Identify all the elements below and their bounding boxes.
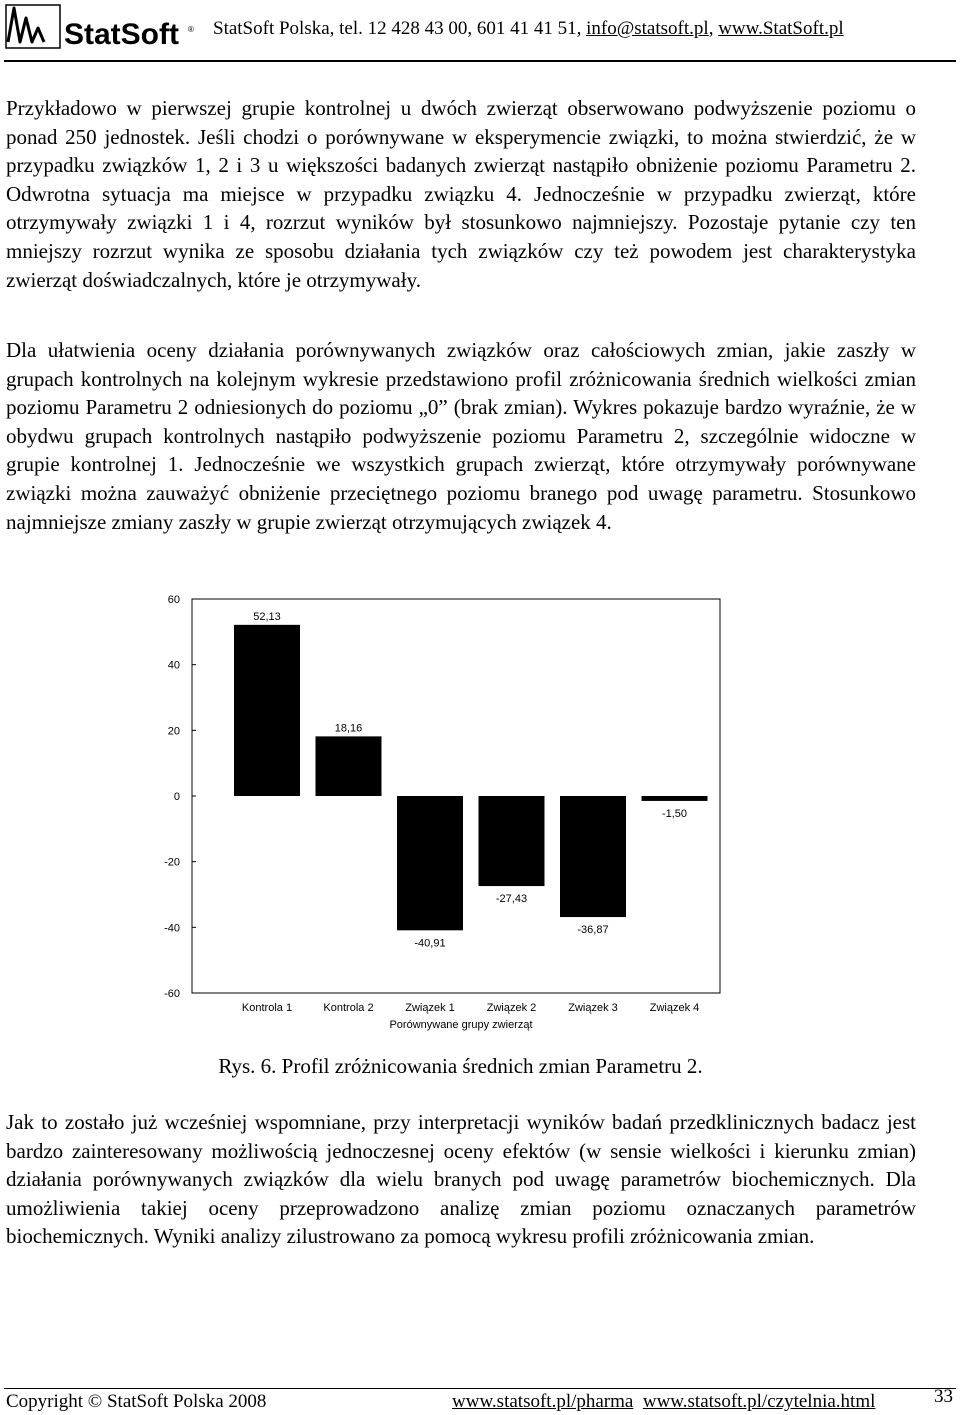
bar (397, 796, 463, 930)
statsoft-logo (4, 2, 194, 54)
x-tick-label: Związek 2 (486, 1002, 537, 1014)
paragraph-2: Dla ułatwienia oceny działania porównywanych związków oraz całościowych zmian, jakie zaszły w grupach kontrolnych na kolejnym wykresie przedstawiono profil zróżnicowania średnich wielkości zmian poziomu Parametru 2 odniesionych do poziomu „0” (brak zmian). Wykres pokazuje bardzo wyraźnie, że w obydwu grupach kontrolnych nastąpiło podwyższenie poziomu Parametru 2, szczególnie widoczne w grupie kontrolnej 1. Jednocześnie we wszystkich grupach zwierząt, które otrzymywały porównywane związki można zauważyć obniżenie przeciętnego poziomu branego pod uwagę parametru. Stosunkowo najmniejsze zmiany zaszły w grupie zwierząt otrzymujących związek 4. (6, 338, 916, 534)
header-contact (213, 18, 844, 40)
data-label: -36,87 (577, 924, 609, 937)
paragraph-1: Przykładowo w pierwszej grupie kontrolnej u dwóch zwierząt obserwowano podwyższenie poziomu o ponad 250 jednostek. Jeśli chodzi o porównywane w eksperymencie związki, to można stwierdzić, że w przypadku związków 1, 2 i 3 u większości badanych zwierząt nastąpiło obniżenie poziomu Parametru 2. Odwrotna sytuacja ma miejsce w przypadku związku 4. Jednocześnie w przypadku zwierząt, które otrzymywały związki 1 i 4, rozrzut wyników był stosunkowo najmniejszy. Pozostaje pytanie czy ten mniejszy rozrzut wynika ze sposobu działania tych związków czy też powodem jest charakterystyka zwierząt doświadczalnych, które je otrzymywały. (6, 96, 916, 292)
data-label: 18,16 (334, 722, 363, 735)
y-tick-label: -60 (164, 988, 180, 1000)
y-tick-label: -20 (164, 856, 180, 869)
page-header (0, 0, 960, 62)
data-label: -1,50 (661, 807, 688, 820)
data-label: -27,43 (495, 893, 528, 906)
x-tick-label: Związek 1 (405, 1002, 455, 1014)
header-separator: , (708, 18, 719, 39)
bar-chart (150, 588, 740, 1038)
y-tick-label: 60 (167, 594, 180, 606)
footer-copyright: Copyright © StatSoft Polska 2008 (6, 1391, 267, 1412)
bar (479, 796, 545, 886)
y-tick-label: -40 (164, 922, 180, 935)
footer-link-czytelnia[interactable]: www.statsoft.pl/czytelnia.html (642, 1391, 876, 1412)
footer-links (452, 1391, 875, 1413)
paragraph-3: Jak to zostało już wcześniej wspomniane, przy interpretacji wyników badań przedklinicznych badacz jest bardzo zainteresowany możliwością jednoczesnej oceny efektów (w sensie wielkości i kierunku zmian) działania porównywanych związków dla wielu branych pod uwagę parametrów biochemicznych. Dla umożliwienia takiej oceny przeprowadzono analizę zmian poziomu oznaczanych parametrów biochemicznych. Wyniki analizy zilustrowano za pomocą wykresu profili zróżnicowania zmian. (6, 1110, 916, 1249)
footer-link-pharma[interactable]: www.statsoft.pl/pharma (452, 1391, 634, 1412)
bar (234, 625, 300, 796)
figure-caption: Rys. 6. Profil zróżnicowania średnich zmian Parametru 2. (218, 1054, 703, 1078)
svg-text:®: ® (188, 25, 194, 34)
x-tick-label: Związek 4 (649, 1002, 700, 1014)
svg-text:StatSoft: StatSoft (64, 18, 179, 51)
x-tick-label: Kontrola 1 (241, 1002, 293, 1014)
logo-chart-icon (8, 8, 44, 42)
x-tick-label: Związek 3 (568, 1002, 618, 1014)
y-tick-label: 40 (167, 659, 180, 672)
header-divider (4, 60, 956, 62)
bar (560, 796, 626, 917)
header-email-link[interactable]: info@statsoft.pl (586, 18, 709, 39)
x-tick-label: Kontrola 2 (323, 1002, 374, 1014)
data-label: -40,91 (414, 937, 446, 950)
bar (642, 796, 708, 801)
x-axis-label: Porównywane grupy zwierząt (389, 1019, 533, 1031)
y-tick-label: 20 (167, 725, 180, 738)
header-website-link[interactable]: www.StatSoft.pl (718, 18, 844, 39)
y-tick-label: 0 (173, 791, 180, 803)
page-number: 33 (934, 1386, 953, 1407)
footer-divider (4, 1388, 956, 1389)
data-label: 52,13 (253, 610, 281, 623)
bar (316, 736, 382, 796)
header-contact-text: StatSoft Polska, tel. 12 428 43 00, 601 41 41 51, (213, 18, 587, 39)
